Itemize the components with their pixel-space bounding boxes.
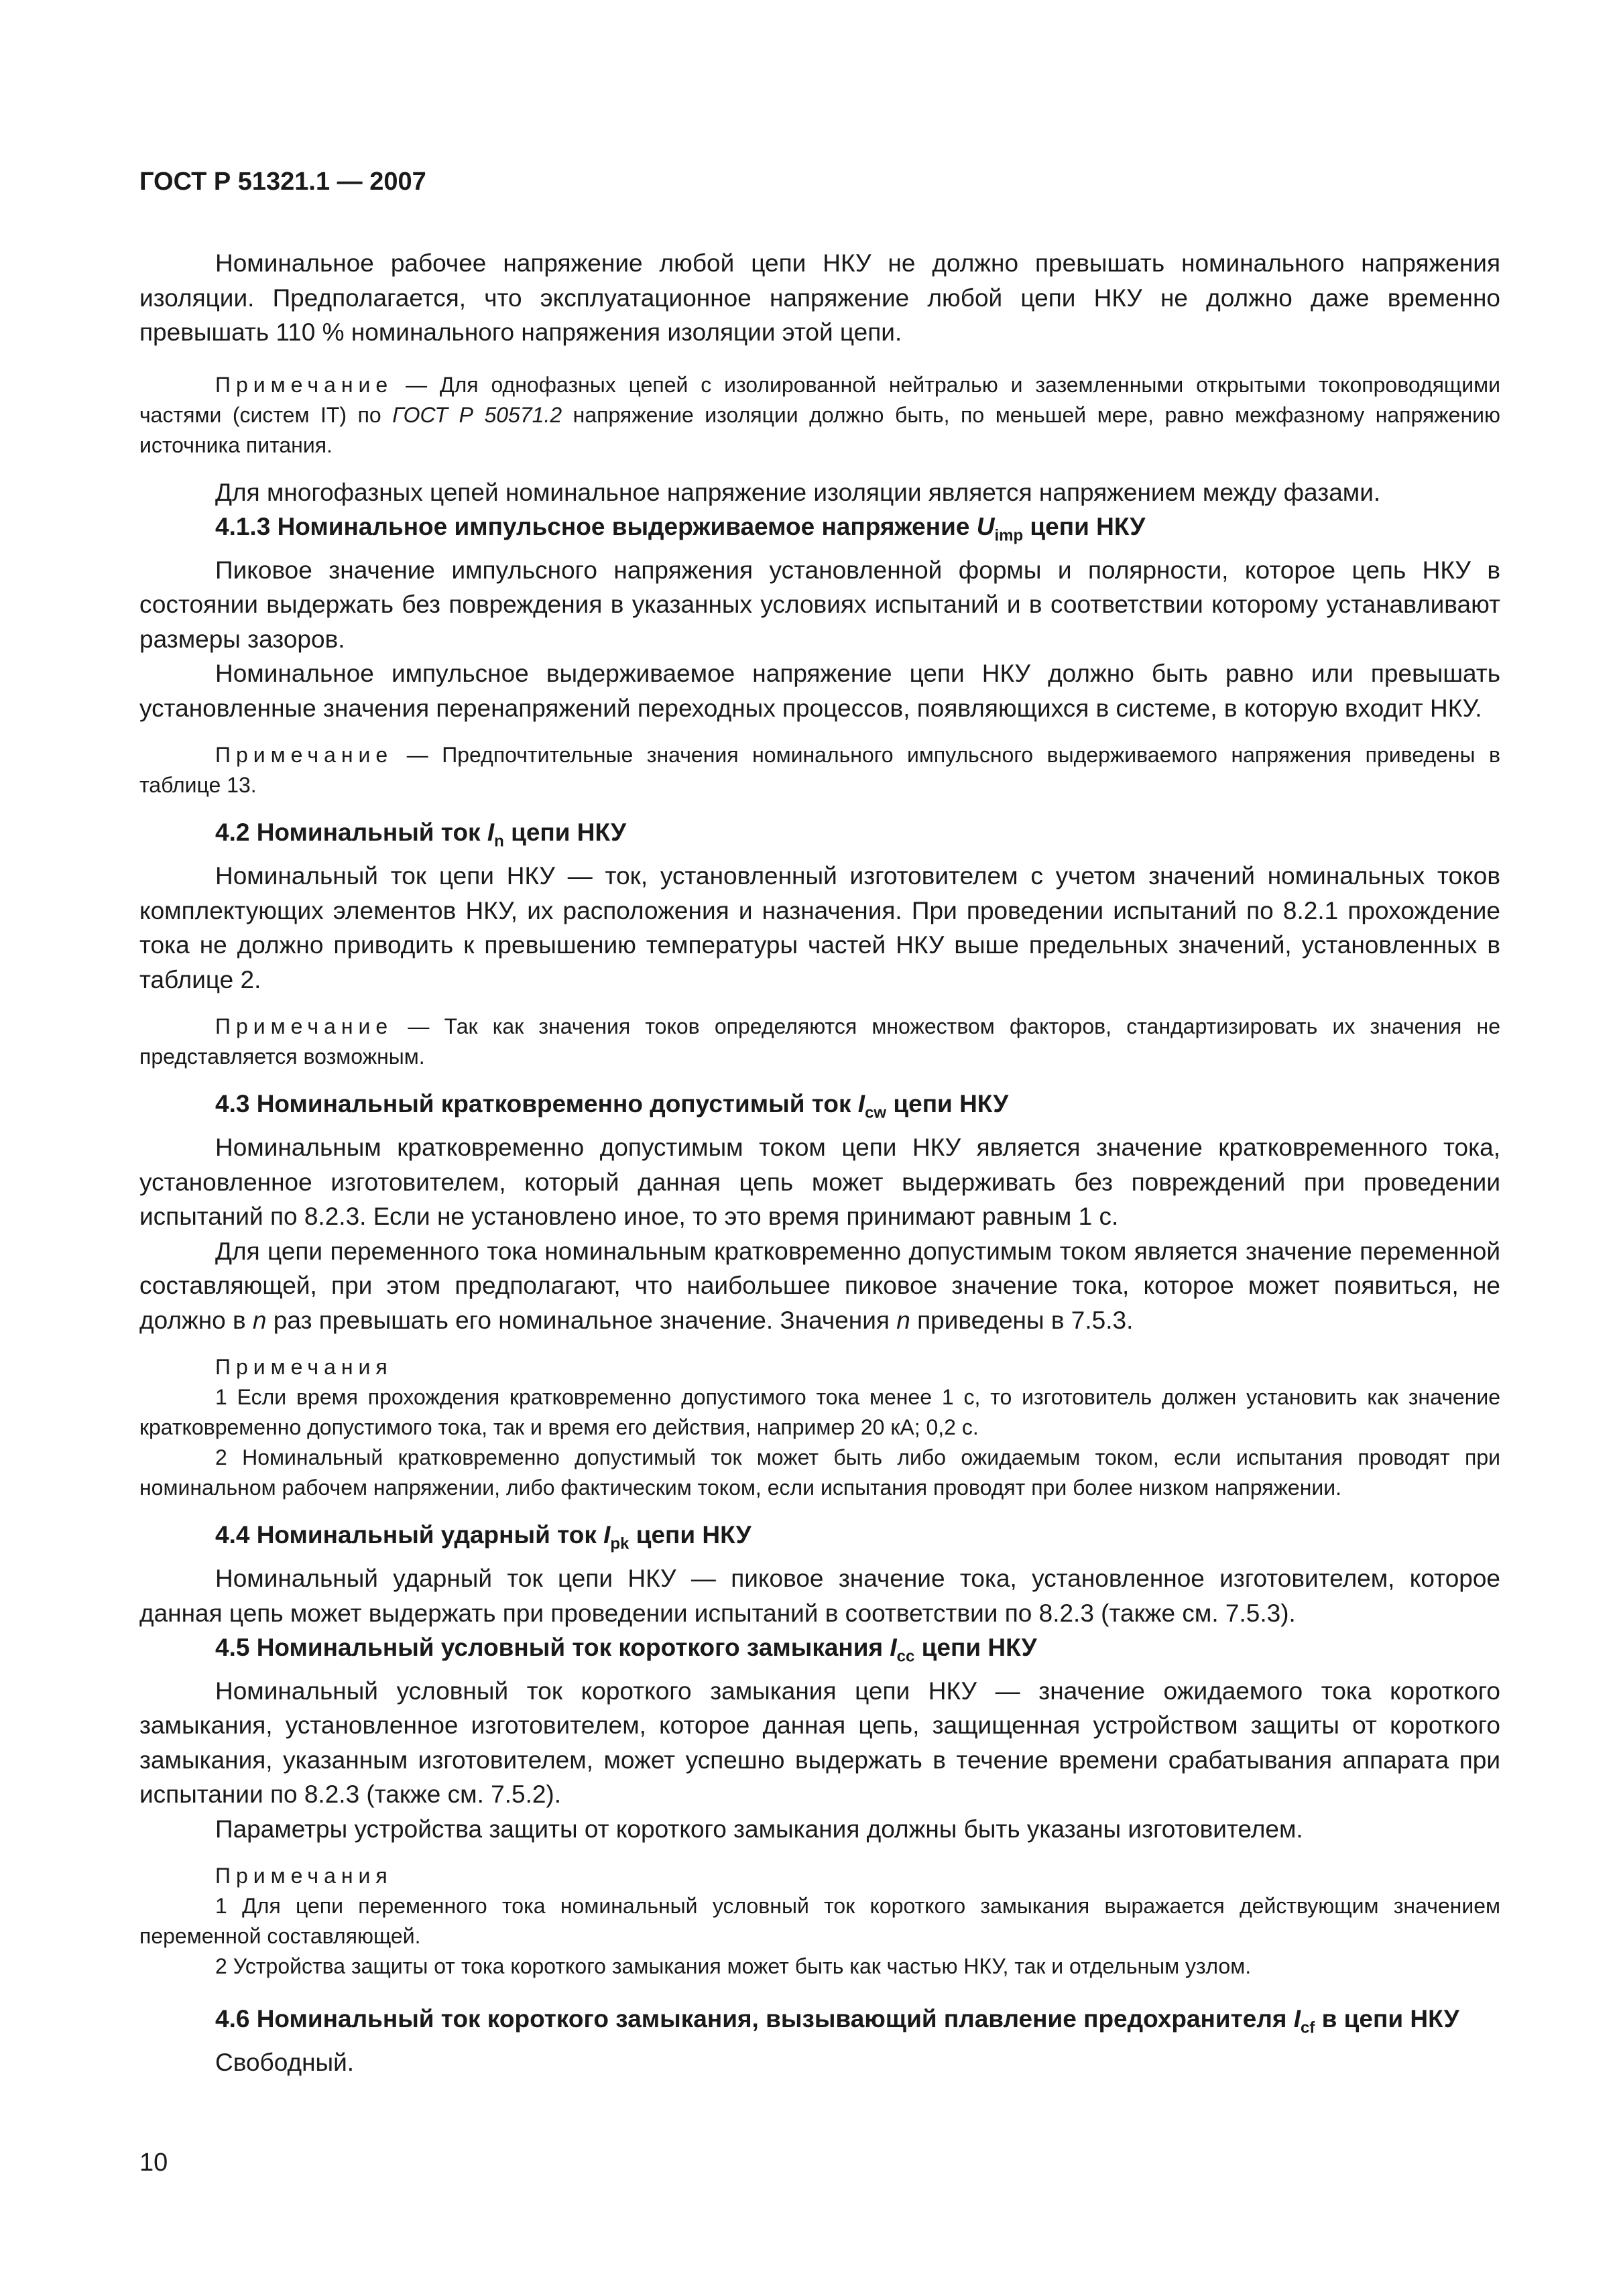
section-heading-4-6 bbox=[139, 2002, 1500, 2045]
heading-text: цепи НКУ bbox=[629, 1521, 752, 1549]
note bbox=[139, 740, 1500, 800]
symbol: U bbox=[976, 513, 995, 540]
paragraph: Номинальный ток цепи НКУ — ток, установленный изготовителем с учетом значений номинальных токов комплектующих элементов НКУ, их расположения и назначения. При проведении испытаний по 8.2.1 прохождение тока не должно приводить к превышению температуры частей НКУ выше предельных значений, установленных в таблице 2. bbox=[139, 862, 1500, 993]
paragraph-text: приведены в 7.5.3. bbox=[910, 1306, 1134, 1334]
symbol-subscript: pk bbox=[610, 1534, 629, 1553]
page-number: 10 bbox=[139, 2149, 168, 2177]
symbol: I bbox=[487, 819, 495, 847]
heading-text: 4.4 Номинальный ударный ток bbox=[215, 1521, 604, 1549]
document-header: ГОСТ Р 51321.1 — 2007 bbox=[139, 168, 426, 196]
heading-text: цепи НКУ bbox=[503, 819, 627, 847]
variable-n: n bbox=[252, 1306, 267, 1334]
section-heading-4-2 bbox=[139, 815, 1500, 859]
paragraph: Номинальный условный ток короткого замыкания цепи НКУ — значение ожидаемого тока короткого замыкания, установленное изготовителем, которое данная цепь, защищенная устройством защиты от короткого замыкания, указанным изготовителем, может успешно выдержать в течение времени срабатывания аппарата при испытании по 8.2.3 (также см. 7.5.2). bbox=[139, 1677, 1500, 1809]
note bbox=[139, 1012, 1500, 1072]
paragraph-text: раз превышать его номинальное значение. Значения bbox=[266, 1306, 897, 1334]
section-heading-4-5 bbox=[139, 1630, 1500, 1674]
paragraph: Номинальным кратковременно допустимым током цепи НКУ является значение кратковременного тока, установленное изготовителем, который данная цепь может выдерживать без повреждений при проведении испытаний по 8.2.3. Если не установлено иное, то это время принимают равным 1 с. bbox=[139, 1134, 1500, 1231]
heading-text: цепи НКУ bbox=[914, 1634, 1037, 1662]
note-item: 2 Устройства защиты от тока короткого замыкания может быть как частью НКУ, так и отдельным узлом. bbox=[215, 1954, 1252, 1979]
symbol-subscript: cf bbox=[1301, 2018, 1315, 2037]
note-label: Примечание bbox=[215, 1014, 394, 1039]
symbol: I bbox=[1293, 2005, 1301, 2033]
symbol-subscript: cw bbox=[865, 1103, 887, 1122]
note-text: — Для однофазных цепей с изолированной нейтралью и заземленными открытыми токопроводящими частями (систем IT) по bbox=[139, 372, 1500, 427]
heading-text: 4.1.3 Номинальное импульсное выдерживаемое напряжение bbox=[215, 513, 977, 540]
note-item: 2 Номинальный кратковременно допустимый ток может быть либо ожидаемым током, если испытания проводят при номинальном рабочем напряжении, либо фактическим током, если испытания проводят при более низком напряжении. bbox=[139, 1445, 1500, 1500]
note-text: напряжение изоляции должно быть, по меньшей мере, равно межфазному напряжению источника питания. bbox=[139, 402, 1501, 457]
document-page bbox=[139, 168, 1500, 2080]
paragraph: Пиковое значение импульсного напряжения установленной формы и полярности, которое цепь НКУ в состоянии выдержать без повреждения в указанных условиях испытаний и в соответствии которому устанавливают размеры зазоров. bbox=[139, 556, 1500, 653]
note-label: Примечание bbox=[215, 372, 394, 397]
paragraph: Свободный. bbox=[215, 2049, 355, 2077]
symbol-subscript: n bbox=[494, 832, 504, 851]
symbol-subscript: cc bbox=[896, 1647, 915, 1666]
notes-label: Примечания bbox=[215, 1864, 393, 1888]
paragraph: Номинальное рабочее напряжение любой цепи НКУ не должно превышать номинального напряжения изоляции. Предполагается, что эксплуатационное напряжение любой цепи НКУ не должно даже временно превышать 110 % номинального напряжения изоляции этой цепи. bbox=[139, 249, 1500, 346]
note-text: — Так как значения токов определяются множеством факторов, стандартизировать их значения не представляется возможным. bbox=[139, 1014, 1500, 1069]
paragraph bbox=[139, 1234, 1500, 1338]
standard-reference: ГОСТ Р 50571.2 bbox=[392, 402, 562, 427]
notes-label: Примечания bbox=[215, 1355, 393, 1380]
paragraph: Параметры устройства защиты от короткого замыкания должны быть указаны изготовителем. bbox=[215, 1815, 1303, 1843]
note-item: 1 Если время прохождения кратковременно допустимого тока менее 1 с, то изготовитель должен установить как значение кратковременно допустимого тока, так и время его действия, например 20 кА; 0,2 с. bbox=[139, 1385, 1500, 1440]
symbol: I bbox=[857, 1090, 865, 1118]
heading-text: в цепи НКУ bbox=[1315, 2005, 1459, 2033]
section-heading-4-3 bbox=[139, 1087, 1500, 1130]
paragraph-text: Для цепи переменного тока номинальным кратковременно допустимым током является значение переменной составляющей, при этом предполагают, что наибольшее пиковое значение тока, которое может появиться, не должно в bbox=[139, 1237, 1500, 1334]
section-heading-4-4 bbox=[139, 1518, 1500, 1561]
note-text: — Предпочтительные значения номинального импульсного выдерживаемого напряжения приведены в таблице 13. bbox=[139, 743, 1500, 798]
note-label: Примечание bbox=[215, 743, 394, 768]
heading-text: цепи НКУ bbox=[886, 1090, 1009, 1118]
variable-n: n bbox=[896, 1306, 910, 1334]
symbol: I bbox=[890, 1634, 897, 1662]
paragraph: Для многофазных цепей номинальное напряжение изоляции является напряжением между фазами. bbox=[215, 478, 1381, 506]
paragraph: Номинальный ударный ток цепи НКУ — пиковое значение тока, установленное изготовителем, которое данная цепь может выдержать при проведении испытаний в соответствии по 8.2.3 (также см. 7.5.3). bbox=[139, 1565, 1500, 1627]
section-heading-4-1-3 bbox=[139, 509, 1500, 553]
paragraph: Номинальное импульсное выдерживаемое напряжение цепи НКУ должно быть равно или превышать установленные значения перенапряжений переходных процессов, появляющихся в системе, в которую входит НКУ. bbox=[139, 660, 1500, 722]
heading-text: 4.6 Номинальный ток короткого замыкания, вызывающий плавление предохранителя bbox=[215, 2005, 1294, 2033]
heading-text: 4.3 Номинальный кратковременно допустимый ток bbox=[215, 1090, 858, 1118]
symbol: I bbox=[603, 1521, 611, 1549]
heading-text: 4.5 Номинальный условный ток короткого замыкания bbox=[215, 1634, 890, 1662]
note bbox=[139, 370, 1500, 461]
symbol-subscript: imp bbox=[994, 526, 1024, 545]
note-item: 1 Для цепи переменного тока номинальный условный ток короткого замыкания выражается действующим значением переменной составляющей. bbox=[139, 1894, 1500, 1949]
heading-text: цепи НКУ bbox=[1023, 513, 1146, 540]
heading-text: 4.2 Номинальный ток bbox=[215, 819, 487, 847]
